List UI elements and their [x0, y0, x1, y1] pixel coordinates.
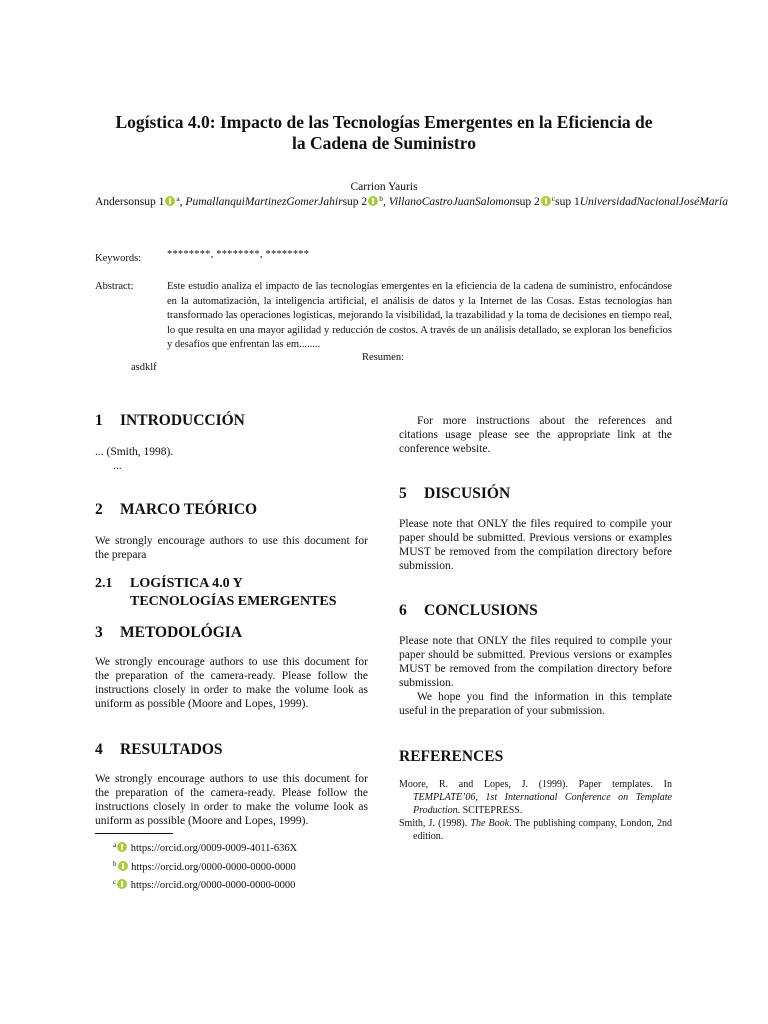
- paper-title: [80, 112, 688, 154]
- section-4-para-1: We strongly encourage authors to use this document for the preparation of the camera-ready. Please follow the instructions closely in order to make the volume look as uniform as possible (Moore and Lopes, 1999).: [95, 773, 368, 827]
- section-3-para-1: We strongly encourage authors to use this document for the preparation of the camera-ready. Please follow the instructions closely in order to make the volume look as uniform as possible (Moore and Lopes, 1999).: [95, 656, 368, 710]
- abstract-label: Abstract:: [95, 281, 134, 292]
- affil-1-num: sup 1: [555, 196, 580, 208]
- orcid-icon[interactable]: [541, 196, 551, 206]
- keywords-label: Keywords:: [95, 253, 142, 264]
- footnote-item: $^c$ https://orcid.org/0000-0000-0000-0000: [113, 878, 296, 891]
- orcid-icon[interactable]: [118, 861, 128, 871]
- section-6-para-2: We hope you find the information in this template useful in the preparation of your submission.: [399, 691, 672, 717]
- footnote-item: $^a$ https://orcid.org/0009-0009-4011-636X: [113, 841, 298, 854]
- references-list: [399, 779, 672, 845]
- section-6-para-1: Please note that ONLY the files required to compile your paper should be submitted. Previous versions or examples MUST be removed from the compilation directory before submission.: [399, 635, 672, 689]
- author-3-affil: sup 2: [515, 196, 540, 208]
- right-intro-para: For more instructions about the references and citations usage please see the appropriate link at the conference website.: [399, 415, 672, 455]
- footnote-item: $^b$ https://orcid.org/0000-0000-0000-0000: [113, 859, 296, 873]
- author-3-name: , VillanoCastroJuanSalomon: [382, 196, 516, 208]
- section-heading: 4 RESULTADOS: [95, 741, 223, 758]
- references-heading: REFERENCES: [399, 748, 504, 765]
- footnotes: [113, 838, 297, 894]
- affil-1-name: UniversidadNacionalJoséMaría: [579, 196, 728, 208]
- section-1-para-2: ...: [113, 460, 122, 472]
- subsection-heading: 2.1 LOGÍSTICA 4.0 Y TECNOLOGÍAS EMERGENTES: [95, 576, 337, 609]
- section-1-para-1: ... (Smith, 1998).: [95, 446, 174, 458]
- section-heading: 3 METODOLÓGIA: [95, 624, 243, 641]
- author-line-1: Carrion Yauris: [350, 181, 418, 193]
- orcid-link[interactable]: https://orcid.org/0000-0000-0000-0000: [130, 880, 296, 891]
- resumen-label: Resumen:: [362, 352, 404, 363]
- author-1-name: Andersonsup 1: [95, 196, 165, 208]
- orcid-icon[interactable]: [117, 879, 127, 889]
- orcid-icon[interactable]: [368, 196, 378, 206]
- reference-item: Moore, R. and Lopes, J. (1999). Paper templates. In TEMPLATE’06, 1st International Conference on Template Production. SCITEPRESS.: [399, 779, 672, 816]
- author-2-affil: sup 2: [342, 196, 368, 208]
- section-2-para-1: We strongly encourage authors to use this document for the prepara: [95, 535, 368, 561]
- abstract-after: asdklf: [131, 362, 157, 373]
- section-heading: 2 MARCO TEÓRICO: [95, 501, 258, 518]
- orcid-icon[interactable]: [165, 196, 175, 206]
- author-2-mark: b: [379, 194, 383, 203]
- title-line-2: la Cadena de Suministro: [292, 133, 476, 153]
- section-heading: 5 DISCUSIÓN: [399, 485, 511, 502]
- orcid-icon[interactable]: [117, 842, 127, 852]
- author-1-mark: a: [176, 194, 180, 203]
- author-2-name: , PumallanquiMartinezGomerJahir: [179, 196, 343, 208]
- author-3-mark: c: [551, 194, 556, 203]
- orcid-link[interactable]: https://orcid.org/0000-0000-0000-0000: [131, 861, 296, 873]
- section-heading: 6 CONCLUSIONS: [399, 602, 538, 619]
- section-heading: 1 INTRODUCCIÓN: [95, 412, 245, 429]
- title-line-1: Logística 4.0: Impacto de las Tecnologías Emergentes en la Eficiencia de: [115, 112, 653, 132]
- footnote-rule: [95, 833, 173, 834]
- orcid-link[interactable]: https://orcid.org/0009-0009-4011-636X: [130, 843, 298, 854]
- author-line-2: [95, 194, 728, 208]
- abstract-text: Este estudio analiza el impacto de las tecnologías emergentes en la eficiencia de la cadena de suministro, enfocándose en la automatización, la inteligencia artificial, el análisis de datos y la Internet de las Cosas. Estas tecnologías han transformado las operaciones logísticas, mejorando la visibilidad, la trazabilidad y la toma de decisiones en tiempo real, lo que resulta en una mayor agilidad y reducción de costos. A través de un análisis detallado, se exploran los beneficios y desafíos que enfrentan las em........: [167, 281, 672, 351]
- reference-item: Smith, J. (1998). The Book. The publishing company, London, 2nd edition.: [399, 818, 673, 843]
- keywords-value: ********, ********, ********: [167, 249, 310, 260]
- section-5-para-1: Please note that ONLY the files required to compile your paper should be submitted. Previous versions or examples MUST be removed from the compilation directory before submission.: [399, 518, 672, 572]
